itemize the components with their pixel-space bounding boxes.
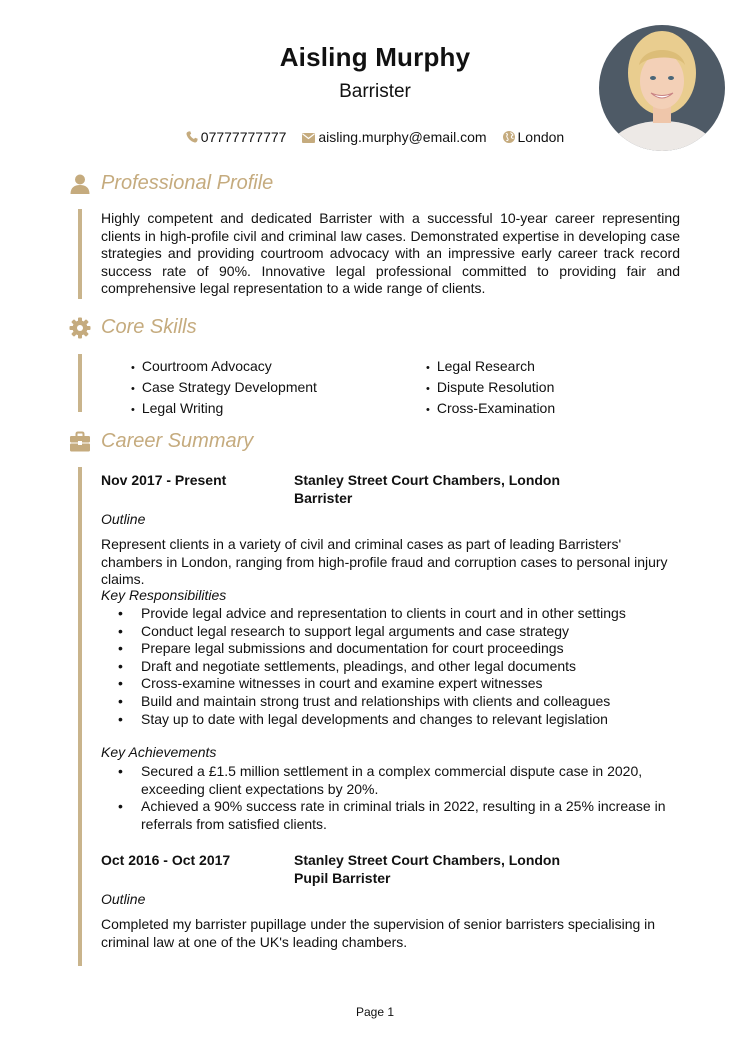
list-item: • Build and maintain strong trust and relationships with clients and colleagues xyxy=(101,693,680,711)
email-text: aisling.murphy@email.com xyxy=(318,129,487,145)
list-item: • Secured a £1.5 million settlement in a complex commercial dispute case in 2020, exceeding client expectations by 20%. xyxy=(101,763,680,798)
phone-text: 07777777777 xyxy=(200,129,287,145)
list-item: • Achieved a 90% success rate in criminal trials in 2022, resulting in a 25% increase in referrals from satisfied clients. xyxy=(101,798,680,833)
job-outline: Completed my barrister pupillage under the supervision of senior barristers specialising in criminal law at one of the UK's leading chambers. xyxy=(101,916,656,950)
job-role: Barrister xyxy=(294,490,353,506)
outline-label: Outline xyxy=(101,511,146,527)
skill-item: • Courtroom Advocacy xyxy=(131,357,317,378)
contact-email[interactable] xyxy=(302,129,486,145)
skill-item: • Legal Writing xyxy=(131,399,317,420)
envelope-icon xyxy=(302,133,315,143)
list-item: • Cross-examine witnesses in court and examine expert witnesses xyxy=(101,675,680,693)
list-item: • Stay up to date with legal developments and changes to relevant legislation xyxy=(101,711,680,729)
achievements-list xyxy=(101,763,680,833)
gear-icon xyxy=(69,317,91,339)
section-bar-skills xyxy=(78,354,82,412)
skill-item: • Case Strategy Development xyxy=(131,378,317,399)
skills-list-right xyxy=(426,357,555,420)
job-employer: Stanley Street Court Chambers, London xyxy=(294,472,561,488)
responsibilities-list xyxy=(101,605,680,728)
job-title: Barrister xyxy=(339,81,411,102)
list-item: • Draft and negotiate settlements, pleadings, and other legal documents xyxy=(101,658,680,676)
list-item: • Conduct legal research to support legal arguments and case strategy xyxy=(101,623,680,641)
job-outline: Represent clients in a variety of civil and criminal cases as part of leading Barristers' chambers in London, ranging from high-profile fraud and corruption cases to personal injury claims. xyxy=(101,536,668,588)
profile-photo xyxy=(599,25,725,151)
section-bar-profile xyxy=(78,209,82,299)
section-title-career: Career Summary xyxy=(101,430,254,452)
section-title-skills: Core Skills xyxy=(101,316,197,338)
list-item: • Provide legal advice and representation to clients in court and in other settings xyxy=(101,605,680,623)
contact-location xyxy=(503,129,565,145)
skill-item: • Legal Research xyxy=(426,357,555,378)
job-employer: Stanley Street Court Chambers, London xyxy=(294,852,561,868)
achievements-label: Key Achievements xyxy=(101,744,217,760)
skill-item: • Dispute Resolution xyxy=(426,378,555,399)
section-bar-career xyxy=(78,467,82,966)
skill-item: • Cross-Examination xyxy=(426,399,555,420)
globe-icon xyxy=(503,131,515,143)
responsibilities-label: Key Responsibilities xyxy=(101,587,227,603)
skills-list-left xyxy=(131,357,317,420)
briefcase-icon xyxy=(69,431,91,453)
page-number: Page 1 xyxy=(355,1005,395,1019)
candidate-name: Aisling Murphy xyxy=(279,42,471,72)
list-item: • Prepare legal submissions and documentation for court proceedings xyxy=(101,640,680,658)
profile-text: Highly competent and dedicated Barrister with a successful 10-year career representing clients in high-profile civil and criminal law cases. Demonstrated expertise in developing case strategies and providing courtroom advocacy with an impressive early career track record success rate of 90%. Innovative legal professional committed to providing fair and comprehensive legal representation to a wide range of clients. xyxy=(101,210,680,297)
job-role: Pupil Barrister xyxy=(294,870,391,886)
user-icon xyxy=(69,173,91,195)
section-title-profile: Professional Profile xyxy=(101,172,274,194)
phone-icon xyxy=(186,131,198,143)
location-text: London xyxy=(517,129,565,145)
job-dates: Oct 2016 - Oct 2017 xyxy=(101,852,231,868)
job-dates: Nov 2017 - Present xyxy=(101,472,227,488)
contact-phone[interactable] xyxy=(186,129,287,145)
outline-label: Outline xyxy=(101,891,146,907)
